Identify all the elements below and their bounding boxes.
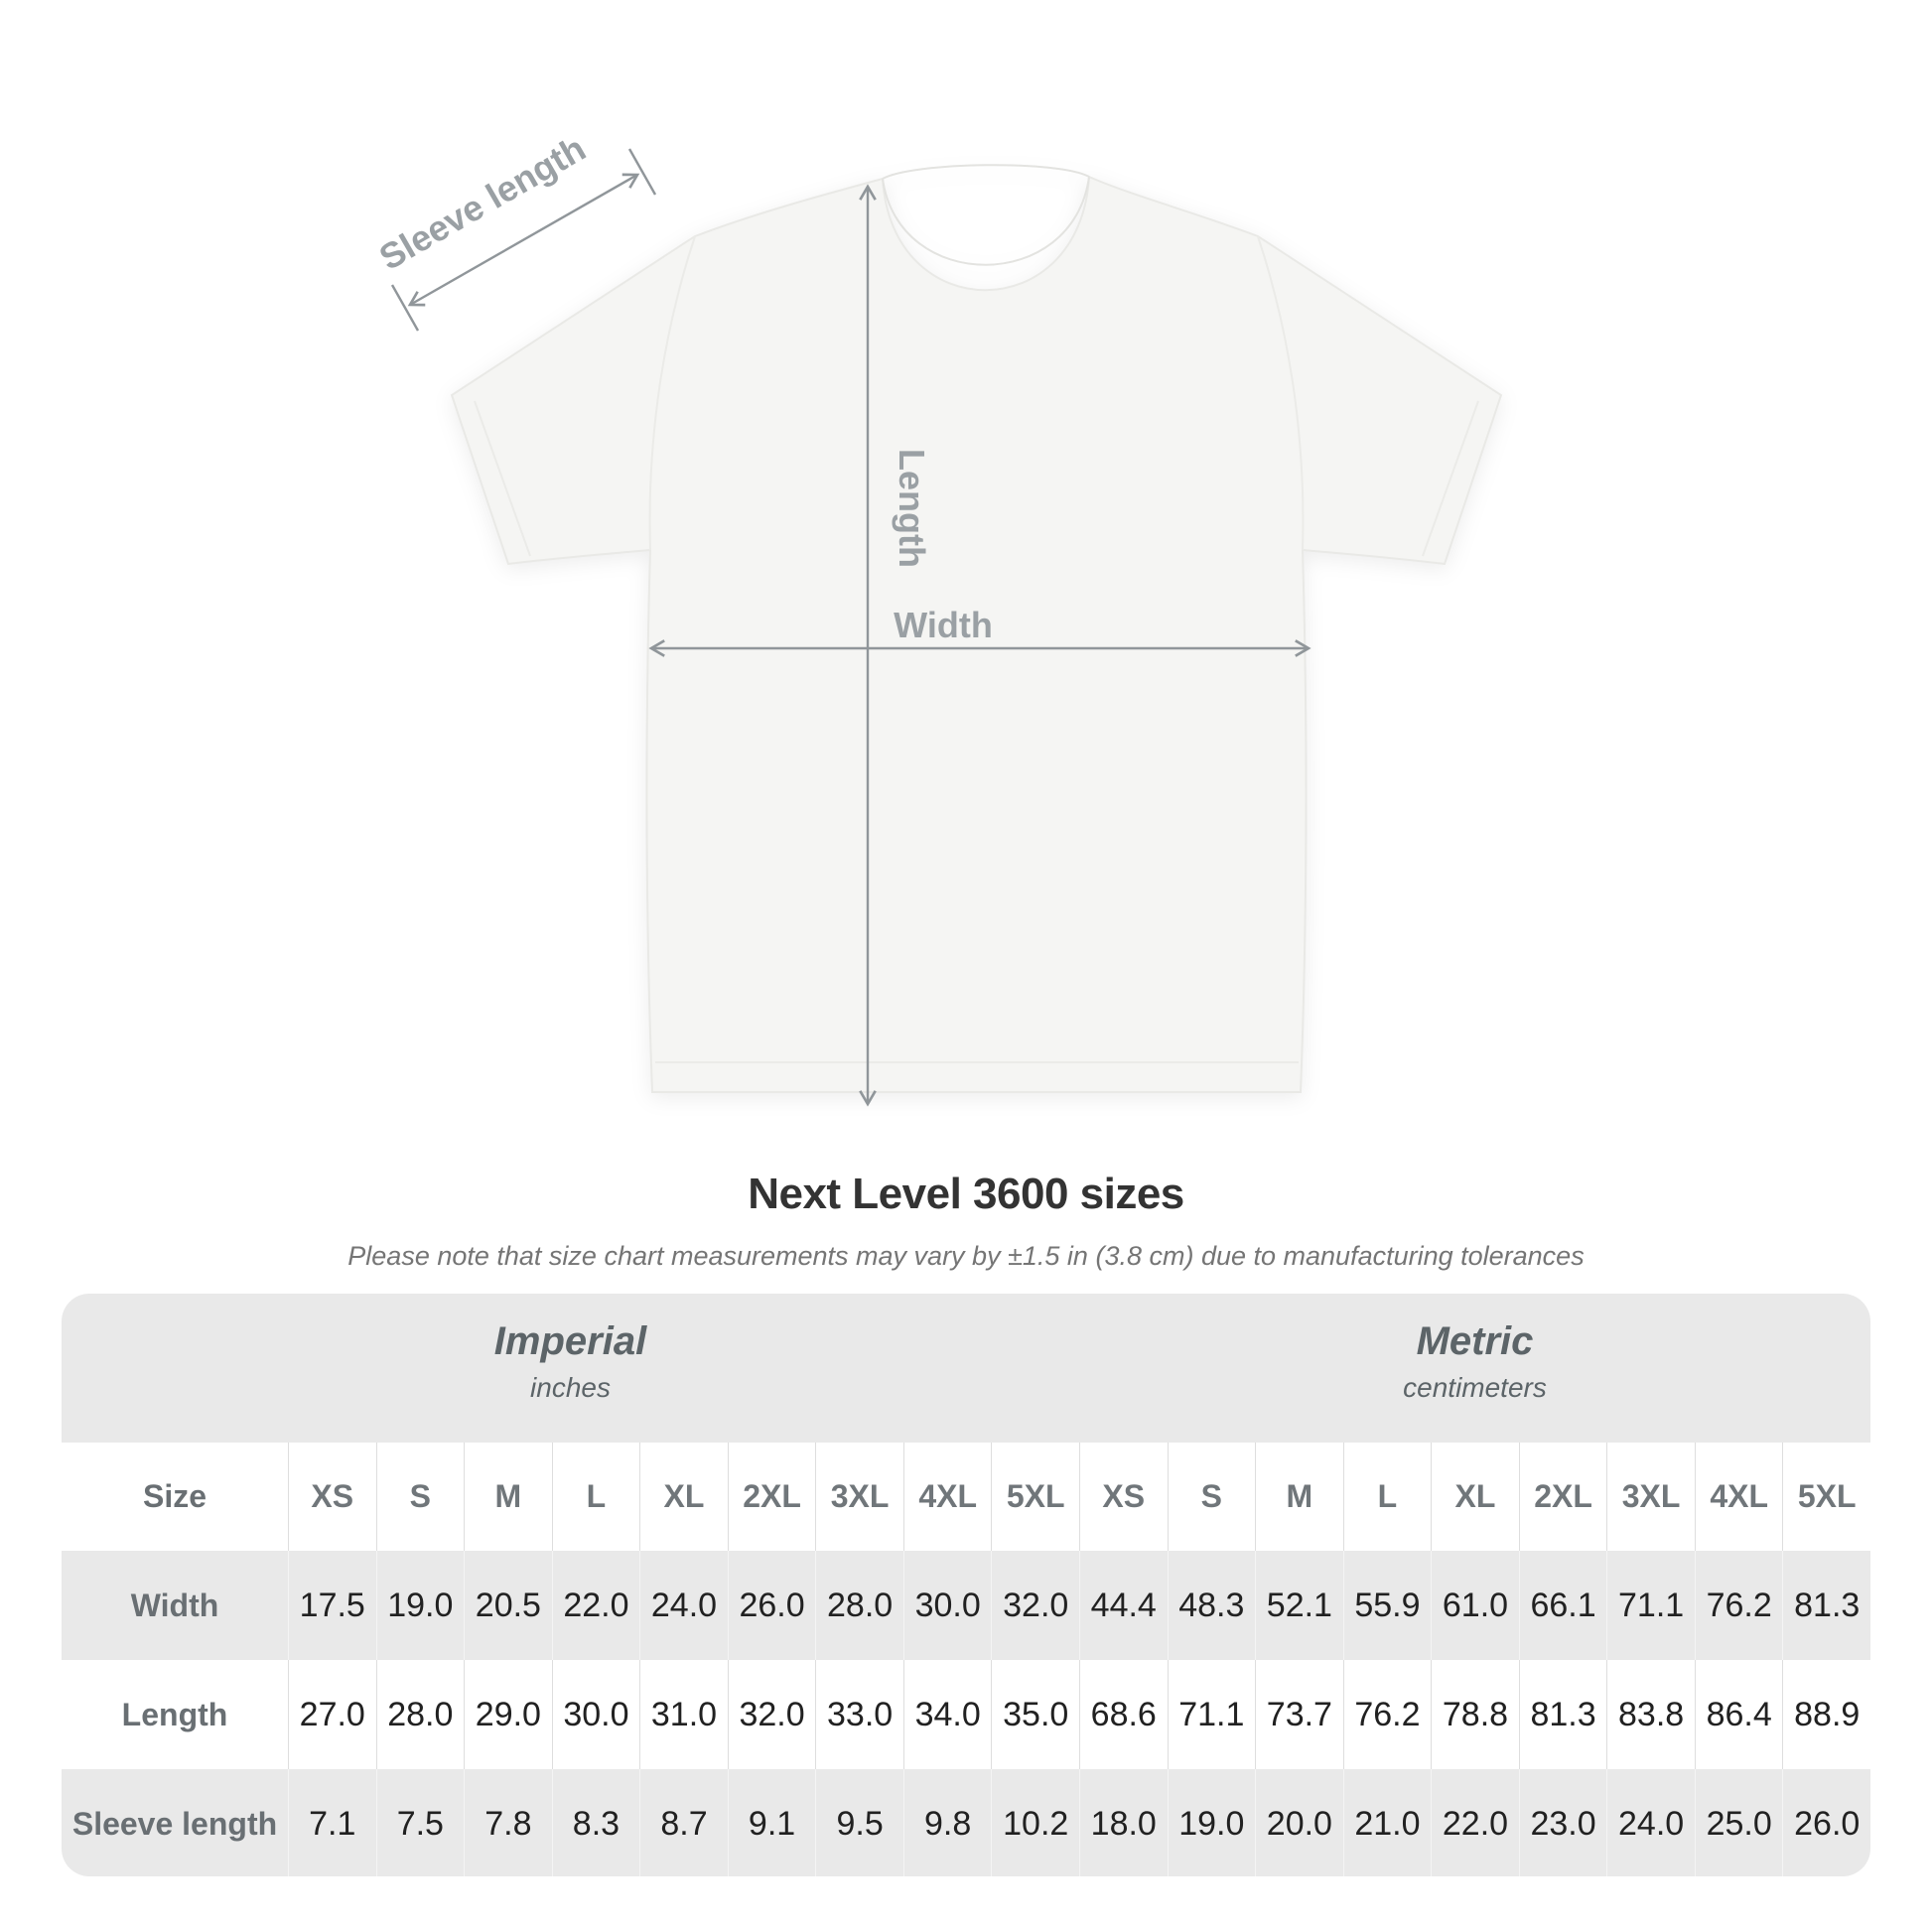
value-cell: 9.8: [903, 1769, 992, 1876]
size-col-header-metric: 5XL: [1782, 1443, 1870, 1551]
size-col-header-metric: 4XL: [1695, 1443, 1783, 1551]
value-cell: 17.5: [288, 1551, 376, 1660]
value-cell: 29.0: [464, 1660, 552, 1769]
value-cell: 68.6: [1079, 1660, 1168, 1769]
imperial-header: [62, 1294, 1079, 1443]
value-cell: 28.0: [815, 1551, 903, 1660]
size-col-header-imperial: XL: [639, 1443, 728, 1551]
value-cell: 8.3: [552, 1769, 640, 1876]
value-cell: 20.5: [464, 1551, 552, 1660]
value-cell: 81.3: [1519, 1660, 1607, 1769]
value-cell: 52.1: [1255, 1551, 1343, 1660]
size-col-header-imperial: 2XL: [728, 1443, 816, 1551]
value-cell: 10.2: [991, 1769, 1079, 1876]
value-cell: 88.9: [1782, 1660, 1870, 1769]
length-row: [62, 1660, 1870, 1769]
value-cell: 35.0: [991, 1660, 1079, 1769]
size-chart-table: [62, 1294, 1870, 1876]
size-header-row: [62, 1443, 1870, 1551]
collar-back-line: [883, 165, 1089, 179]
value-cell: 19.0: [1168, 1769, 1256, 1876]
size-col-header-metric: L: [1343, 1443, 1432, 1551]
value-cell: 48.3: [1168, 1551, 1256, 1660]
size-col-header-imperial: S: [376, 1443, 465, 1551]
metric-header: [1079, 1294, 1870, 1443]
width-label: Width: [894, 605, 993, 645]
size-col-header-imperial: XS: [288, 1443, 376, 1551]
value-cell: 24.0: [639, 1551, 728, 1660]
value-cell: 21.0: [1343, 1769, 1432, 1876]
value-cell: 76.2: [1695, 1551, 1783, 1660]
size-col-header-imperial: M: [464, 1443, 552, 1551]
value-cell: 26.0: [1782, 1769, 1870, 1876]
sleeve-arrow-tick-start: [392, 285, 418, 331]
length-label: Length: [892, 449, 932, 568]
value-cell: 30.0: [903, 1551, 992, 1660]
width-row: [62, 1551, 1870, 1660]
metric-unit: centimeters: [1403, 1372, 1547, 1403]
value-cell: 9.5: [815, 1769, 903, 1876]
size-col-header-imperial: 3XL: [815, 1443, 903, 1551]
value-cell: 30.0: [552, 1660, 640, 1769]
value-cell: 28.0: [376, 1660, 465, 1769]
value-cell: 32.0: [728, 1660, 816, 1769]
value-cell: 24.0: [1606, 1769, 1695, 1876]
row-label: Width: [130, 1587, 219, 1623]
size-col-header-metric: 2XL: [1519, 1443, 1607, 1551]
value-cell: 44.4: [1079, 1551, 1168, 1660]
page-subtitle: Please note that size chart measurements may vary by ±1.5 in (3.8 cm) due to manufacturing tolerances: [347, 1241, 1585, 1271]
value-cell: 8.7: [639, 1769, 728, 1876]
value-cell: 31.0: [639, 1660, 728, 1769]
size-col-header-imperial: L: [552, 1443, 640, 1551]
size-header-label: Size: [142, 1478, 207, 1514]
value-cell: 7.5: [376, 1769, 465, 1876]
row-label: Sleeve length: [71, 1805, 278, 1842]
value-cell: 9.1: [728, 1769, 816, 1876]
value-cell: 22.0: [1431, 1769, 1519, 1876]
value-cell: 78.8: [1431, 1660, 1519, 1769]
sleeve-length-label: Sleeve length: [372, 127, 593, 278]
sleeve-length-row: [62, 1769, 1870, 1876]
value-cell: 33.0: [815, 1660, 903, 1769]
value-cell: 7.8: [464, 1769, 552, 1876]
size-col-header-imperial: 4XL: [903, 1443, 992, 1551]
collar-inner-line: [883, 177, 1089, 265]
value-cell: 76.2: [1343, 1660, 1432, 1769]
imperial-unit: inches: [530, 1372, 611, 1403]
sleeve-arrow-tick-end: [629, 149, 655, 195]
value-cell: 18.0: [1079, 1769, 1168, 1876]
value-cell: 22.0: [552, 1551, 640, 1660]
value-cell: 71.1: [1168, 1660, 1256, 1769]
value-cell: 26.0: [728, 1551, 816, 1660]
value-cell: 25.0: [1695, 1769, 1783, 1876]
value-cell: 23.0: [1519, 1769, 1607, 1876]
unit-header-row: [62, 1294, 1870, 1443]
value-cell: 7.1: [288, 1769, 376, 1876]
value-cell: 55.9: [1343, 1551, 1432, 1660]
value-cell: 86.4: [1695, 1660, 1783, 1769]
value-cell: 83.8: [1606, 1660, 1695, 1769]
value-cell: 27.0: [288, 1660, 376, 1769]
metric-label: Metric: [1416, 1319, 1534, 1363]
size-col-header-metric: M: [1255, 1443, 1343, 1551]
value-cell: 32.0: [991, 1551, 1079, 1660]
size-col-header-metric: XS: [1079, 1443, 1168, 1551]
value-cell: 61.0: [1431, 1551, 1519, 1660]
value-cell: 73.7: [1255, 1660, 1343, 1769]
size-col-header-imperial: 5XL: [991, 1443, 1079, 1551]
value-cell: 20.0: [1255, 1769, 1343, 1876]
value-cell: 34.0: [903, 1660, 992, 1769]
row-label: Length: [121, 1696, 228, 1732]
imperial-label: Imperial: [493, 1319, 647, 1363]
size-col-header-metric: S: [1168, 1443, 1256, 1551]
value-cell: 66.1: [1519, 1551, 1607, 1660]
page-title: Next Level 3600 sizes: [748, 1170, 1184, 1218]
value-cell: 71.1: [1606, 1551, 1695, 1660]
value-cell: 81.3: [1782, 1551, 1870, 1660]
value-cell: 19.0: [376, 1551, 465, 1660]
size-col-header-metric: XL: [1431, 1443, 1519, 1551]
size-col-header-metric: 3XL: [1606, 1443, 1695, 1551]
